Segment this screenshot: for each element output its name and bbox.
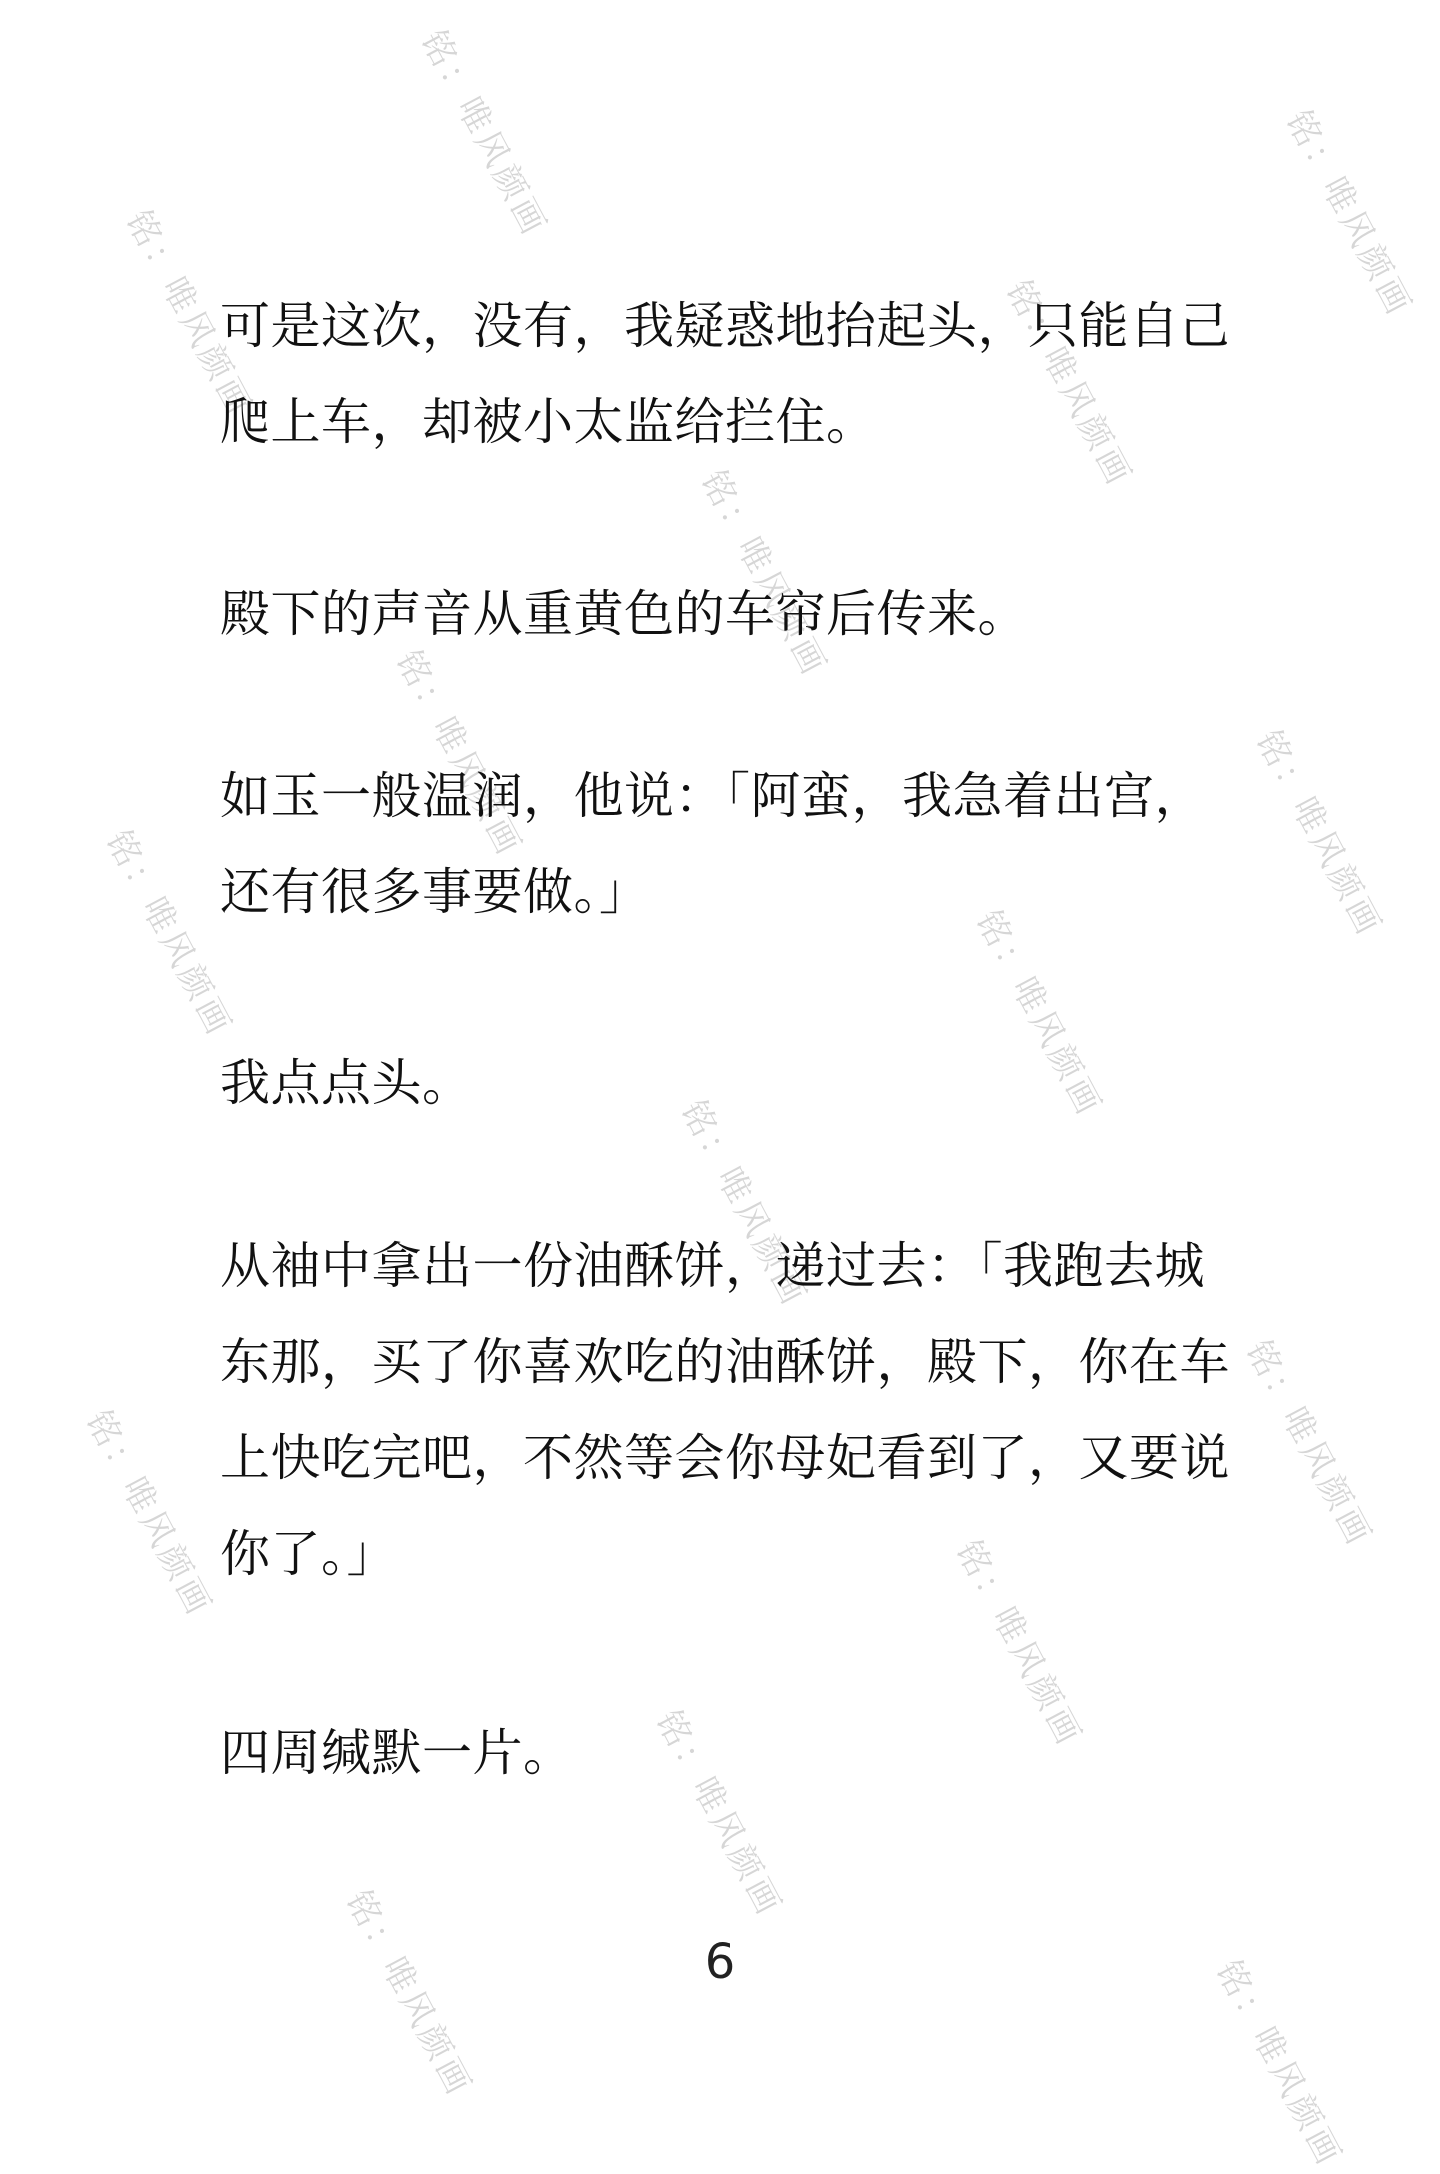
watermark: 铭：唯风颜画 [387,643,530,864]
paragraph: 四周缄默一片。 [220,1724,574,1782]
watermark: 铭：唯风颜画 [117,203,260,424]
watermark: 铭：唯风颜画 [1207,1953,1350,2174]
watermark: 铭：唯风颜画 [337,1883,480,2104]
watermark: 铭：唯风颜画 [692,463,835,684]
watermark: 铭：唯风颜画 [1277,103,1420,324]
watermark: 铭：唯风颜画 [97,823,240,1044]
watermark: 铭：唯风颜画 [1237,1333,1380,1554]
watermark: 铭：唯风颜画 [947,1533,1090,1754]
paragraph: 如玉一般温润，他说：「阿蛮，我急着出宫，还有很多事要做。」 [220,767,1205,921]
paragraph: 殿下的声音从重黄色的车帘后传来。 [220,585,1028,643]
paragraph: 从袖中拿出一份油酥饼，递过去：「我跑去城东那，买了你喜欢吃的油酥饼，殿下，你在车上快吃完吧，不然等会你母妃看到了，又要说你了。」 [220,1237,1230,1583]
watermark: 铭：唯风颜画 [1247,723,1390,944]
paragraph: 我点点头。 [220,1054,473,1112]
page-number: 6 [704,1934,736,1990]
watermark: 铭：唯风颜画 [412,23,555,244]
watermark: 铭：唯风颜画 [997,273,1140,494]
paragraph: 可是这次，没有，我疑惑地抬起头，只能自己爬上车，却被小太监给拦住。 [220,297,1230,451]
watermark: 铭：唯风颜画 [672,1093,815,1314]
watermark: 铭：唯风颜画 [647,1703,790,1924]
watermark: 铭：唯风颜画 [77,1403,220,1624]
watermark: 铭：唯风颜画 [967,903,1110,1124]
